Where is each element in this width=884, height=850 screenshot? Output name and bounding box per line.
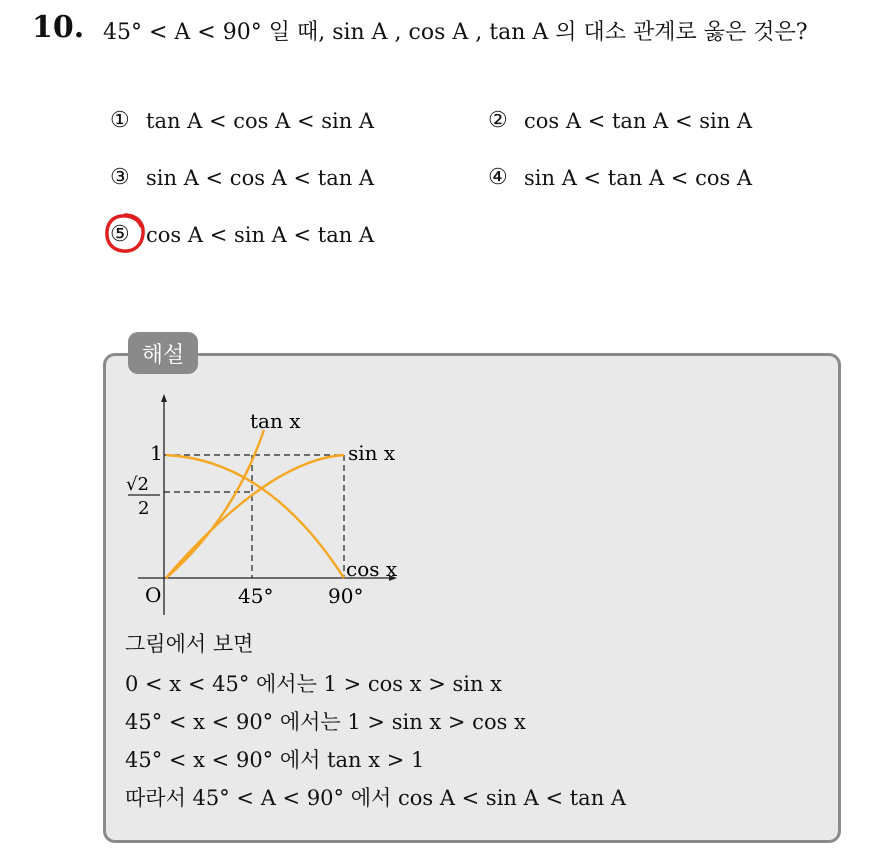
option-4[interactable]: [488, 165, 752, 190]
y-axis-arrow-icon: [161, 394, 167, 402]
question-text: 45° < A < 90° 일 때, sin A , cos A , tan A 의 대소 관계로 옳은 것은?: [103, 20, 808, 45]
answer-circle-mark-icon: [101, 209, 149, 257]
explanation-line-2: 0 < x < 45° 에서는 1 > cos x > sin x: [125, 672, 503, 696]
tan-curve: [166, 430, 264, 578]
x90-label: 90°: [328, 584, 364, 608]
explanation-tag: 해설: [128, 332, 198, 374]
origin-label: O: [145, 583, 162, 607]
option-2[interactable]: [488, 108, 752, 133]
option-3-text: sin A < cos A < tan A: [146, 165, 375, 190]
option-2-number: ②: [488, 108, 508, 133]
sin-curve: [166, 455, 344, 578]
y1-label: 1: [150, 441, 163, 465]
sqrt2-label: √2: [126, 474, 149, 495]
cos-label: cos x: [346, 557, 398, 581]
option-5-number: ⑤: [110, 222, 130, 247]
option-5-text: cos A < sin A < tan A: [146, 222, 375, 247]
option-1-text: tan A < cos A < sin A: [146, 108, 375, 133]
two-label: 2: [138, 498, 150, 519]
explanation-line-4: 45° < x < 90° 에서 tan x > 1: [125, 748, 425, 772]
explanation-line-3: 45° < x < 90° 에서는 1 > sin x > cos x: [125, 710, 526, 734]
option-4-text: sin A < tan A < cos A: [524, 165, 753, 190]
tan-label: tan x: [250, 409, 301, 433]
sin-label: sin x: [348, 441, 396, 465]
option-1[interactable]: [110, 108, 374, 133]
option-1-number: ①: [110, 108, 130, 133]
question-number: 10.: [32, 10, 85, 45]
explanation-line-5: 따라서 45° < A < 90° 에서 cos A < sin A < tan A: [125, 786, 627, 810]
x45-label: 45°: [238, 584, 274, 608]
cos-curve: [166, 455, 344, 578]
option-2-text: cos A < tan A < sin A: [524, 108, 753, 133]
option-4-number: ④: [488, 165, 508, 190]
explanation-line-1: 그림에서 보면: [125, 632, 254, 656]
option-3[interactable]: [110, 165, 374, 190]
option-5[interactable]: [110, 222, 374, 247]
trig-graph: [118, 390, 408, 620]
option-3-number: ③: [110, 165, 130, 190]
